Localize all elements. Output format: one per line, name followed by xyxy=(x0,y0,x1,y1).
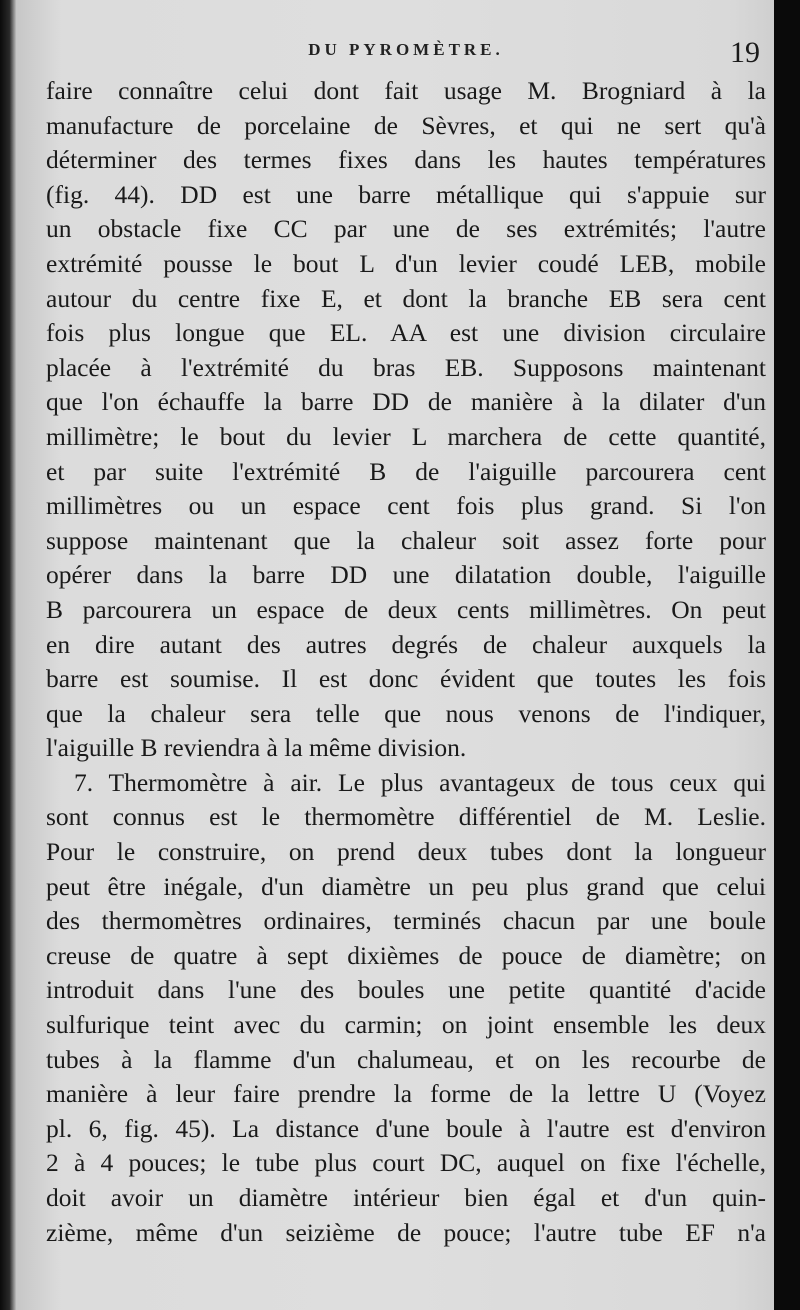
text-line: sulfurique teint avec du carmin; on joint ensemble les deux xyxy=(46,1010,766,1040)
text-line: barre est soumise. Il est donc évident que toutes les fois xyxy=(46,664,766,694)
text-line: millimètres ou un espace cent fois plus grand. Si l'on xyxy=(46,491,766,521)
paragraph-end-line: l'aiguille B reviendra à la même division. xyxy=(46,733,467,763)
text-line: sont connus est le thermomètre différentiel de M. Leslie. xyxy=(46,802,766,832)
text-line: Pour le construire, on prend deux tubes dont la longueur xyxy=(46,837,766,867)
text-line: déterminer des termes fixes dans les hautes températures xyxy=(46,145,766,175)
text-line: autour du centre fixe E, et dont la branche EB sera cent xyxy=(46,283,766,313)
scan-right-edge xyxy=(774,0,800,1310)
text-line: fois plus longue que EL. AA est une division circulaire xyxy=(46,318,766,348)
text-line: que la chaleur sera telle que nous venons de l'indiquer, xyxy=(46,698,766,728)
text-line: (fig. 44). DD est une barre métallique qui s'appuie sur xyxy=(46,179,766,209)
text-line: millimètre; le bout du levier L marchera de cette quantité, xyxy=(46,421,766,451)
scan-left-edge xyxy=(0,0,16,1310)
text-line: des thermomètres ordinaires, terminés chacun par une boule xyxy=(46,906,766,936)
book-page xyxy=(16,0,774,1310)
text-line: manière à leur faire prendre la forme de la lettre U (Voyez xyxy=(46,1079,766,1109)
text-line: et par suite l'extrémité B de l'aiguille parcourera cent xyxy=(46,456,766,486)
text-line: pl. 6, fig. 45). La distance d'une boule à l'autre est d'environ xyxy=(46,1113,766,1143)
text-line: doit avoir un diamètre intérieur bien égal et d'un quin- xyxy=(46,1183,766,1212)
text-line: extrémité pousse le bout L d'un levier coudé LEB, mobile xyxy=(46,248,766,278)
text-line: 2 à 4 pouces; le tube plus court DC, auquel on fixe l'échelle, xyxy=(46,1148,766,1178)
text-line: B parcourera un espace de deux cents millimètres. On peut xyxy=(46,594,766,624)
text-line: opérer dans la barre DD une dilatation double, l'aiguille xyxy=(46,560,766,590)
text-line: introduit dans l'une des boules une petite quantité d'acide xyxy=(46,975,766,1005)
text-line: placée à l'extrémité du bras EB. Supposons maintenant xyxy=(46,352,766,382)
body-text xyxy=(46,74,766,1250)
text-line: creuse de quatre à sept dixièmes de pouce de diamètre; on xyxy=(46,940,766,970)
text-line: que l'on échauffe la barre DD de manière à la dilater d'un xyxy=(46,387,766,417)
section-heading-line: 7. Thermomètre à air. Le plus avantageux de tous ceux qui xyxy=(74,767,766,797)
text-line: suppose maintenant que la chaleur soit assez forte pour xyxy=(46,525,766,555)
text-line: faire connaître celui dont fait usage M. Brogniard à la xyxy=(46,76,766,105)
text-line: en dire autant des autres degrés de chaleur auxquels la xyxy=(46,629,766,659)
text-line: zième, même d'un seizième de pouce; l'autre tube EF n'a xyxy=(46,1217,766,1247)
running-head: DU PYROMÈTRE. xyxy=(308,40,504,59)
page-header xyxy=(46,36,766,70)
page-number: 19 xyxy=(730,36,760,69)
text-line: un obstacle fixe CC par une de ses extrémités; l'autre xyxy=(46,214,766,244)
text-line: tubes à la flamme d'un chalumeau, et on les recourbe de xyxy=(46,1044,766,1074)
text-line: manufacture de porcelaine de Sèvres, et qui ne sert qu'à xyxy=(46,110,766,140)
text-line: peut être inégale, d'un diamètre un peu plus grand que celui xyxy=(46,871,766,901)
